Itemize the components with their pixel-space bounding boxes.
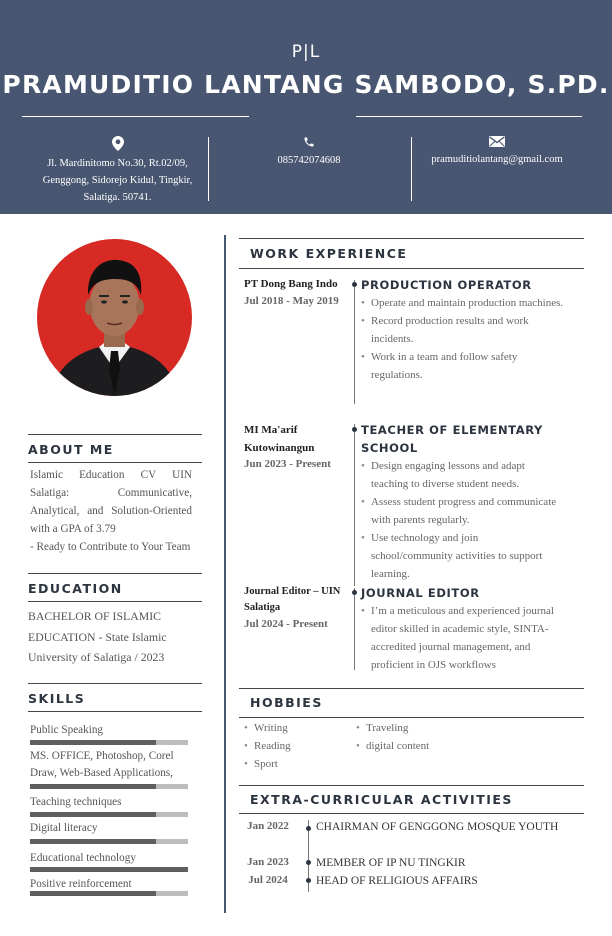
hobby-item: • Reading: [244, 737, 291, 755]
activity-date: Jan 2022: [247, 820, 289, 832]
monogram: P|L: [291, 42, 321, 62]
person-portrait-icon: [37, 239, 192, 396]
job-organization: MI Ma'arif Kutowinangun: [244, 424, 315, 454]
contact-phone: [222, 136, 396, 169]
phone-icon: [303, 136, 315, 148]
email-text: pramuditiolantang@gmail.com: [431, 154, 563, 165]
location-pin-icon: [112, 136, 124, 151]
section-rule: [28, 573, 202, 574]
skill-bar-fill: [30, 812, 156, 817]
job-bullet: • Design engaging lessons and adapt teaching to diverse student needs.: [361, 457, 559, 493]
skill-bar: [30, 891, 188, 896]
job-organization: Journal Editor – UIN Salatiga: [244, 586, 341, 613]
timeline-dot: [352, 427, 357, 432]
hobbies-list-right: [356, 719, 429, 755]
job-title: JOURNAL EDITOR: [361, 586, 480, 600]
skill-label: Educational technology: [30, 852, 136, 864]
job-bullet: • Use technology and join school/community activities to support learning.: [361, 529, 559, 583]
section-rule: [28, 462, 202, 463]
skill-label: Teaching techniques: [30, 796, 122, 808]
timeline-line: [354, 588, 355, 670]
about-paragraph-2: - Ready to Contribute to Your Team: [30, 541, 191, 553]
skill-bar: [30, 784, 188, 789]
education-text: BACHELOR OF ISLAMIC EDUCATION - State Islamic University of Salatiga / 2023: [28, 609, 167, 664]
hobby-item: • Traveling: [356, 719, 429, 737]
about-text: [30, 466, 192, 556]
resume-header: [0, 0, 612, 214]
skill-label: Digital literacy: [30, 822, 98, 834]
section-rule: [239, 268, 584, 269]
activity-text: CHAIRMAN OF GENGGONG MOSQUE YOUTH: [316, 821, 559, 833]
section-rule: [239, 785, 584, 786]
skill-bar-fill: [30, 867, 188, 872]
timeline-dot: [306, 860, 311, 865]
hobbies-title: HOBBIES: [250, 695, 323, 710]
activity-text: HEAD OF RELIGIOUS AFFAIRS: [316, 875, 478, 887]
profile-photo: [37, 239, 192, 396]
section-rule: [239, 238, 584, 239]
skill-bar: [30, 740, 188, 745]
skill-bar-fill: [30, 891, 156, 896]
section-rule: [239, 813, 584, 814]
work-title: WORK EXPERIENCE: [250, 246, 408, 261]
skill-bar: [30, 839, 188, 844]
header-divider-left: [22, 116, 249, 117]
skill-label: MS. OFFICE, Photoshop, Corel Draw, Web-Based Applications,: [30, 750, 174, 779]
timeline-dot: [352, 590, 357, 595]
timeline-dot: [306, 826, 311, 831]
job-bullets: [361, 294, 566, 384]
job-date: Jul 2024 - Present: [244, 618, 328, 630]
hobby-item: • digital content: [356, 737, 429, 755]
full-name: PRAMUDITIO LANTANG SAMBODO, S.PD.: [2, 70, 610, 99]
contact-separator: [208, 137, 209, 201]
job-bullet: • Work in a team and follow safety regulations.: [361, 348, 566, 384]
skill-bar-fill: [30, 740, 156, 745]
section-rule: [239, 688, 584, 689]
phone-text: 085742074608: [277, 155, 341, 166]
section-rule: [28, 711, 202, 712]
job-bullet: • Operate and maintain production machines.: [361, 294, 566, 312]
job-date: Jun 2023 - Present: [244, 458, 331, 470]
email-icon: [489, 136, 505, 147]
job-bullet: • Record production results and work incidents.: [361, 312, 566, 348]
activity-date: Jul 2024: [248, 874, 288, 886]
about-paragraph: Islamic Education CV UIN Salatiga: Communicative, Analytical, and Solution-Oriented with a GPA of 3.79: [30, 469, 192, 535]
skill-bar-fill: [30, 784, 156, 789]
contact-address: [30, 136, 205, 206]
timeline-dot: [352, 282, 357, 287]
header-divider-right: [356, 116, 582, 117]
job-title: TEACHER OF ELEMENTARY SCHOOL: [361, 423, 543, 455]
section-rule: [28, 601, 202, 602]
section-rule: [28, 434, 202, 435]
skill-bar: [30, 812, 188, 817]
job-bullet: • Assess student progress and communicate with parents regularly.: [361, 493, 559, 529]
skill-label: Positive reinforcement: [30, 878, 132, 890]
section-rule: [28, 683, 202, 684]
activity-text: MEMBER OF IP NU TINGKIR: [316, 857, 466, 869]
hobby-item: • Writing: [244, 719, 291, 737]
timeline-dot: [306, 878, 311, 883]
section-rule: [239, 717, 584, 718]
education-title: EDUCATION: [28, 581, 123, 596]
hobby-item: • Sport: [244, 755, 291, 773]
column-divider: [224, 235, 226, 913]
job-date: Jul 2018 - May 2019: [244, 295, 339, 307]
skills-title: SKILLS: [28, 691, 86, 706]
job-bullets: [361, 457, 559, 583]
job-bullet: • I’m a meticulous and experienced journal editor skilled in academic style, SINTA-accredited journal management, and proficient in OJS workflows: [361, 602, 569, 674]
skill-bar: [30, 867, 188, 872]
hobbies-list-left: [244, 719, 291, 773]
contact-separator: [411, 137, 412, 201]
job-organization: PT Dong Bang Indo: [244, 278, 338, 290]
about-title: ABOUT ME: [28, 442, 114, 457]
timeline-line: [354, 280, 355, 404]
skill-label: Public Speaking: [30, 724, 104, 736]
job-title: PRODUCTION OPERATOR: [361, 278, 532, 292]
activity-date: Jan 2023: [247, 856, 289, 868]
timeline-line: [354, 424, 355, 586]
contact-email: [414, 136, 580, 168]
job-bullets: [361, 602, 569, 674]
activities-title: EXTRA-CURRICULAR ACTIVITIES: [250, 792, 513, 807]
address-text: Jl. Mardinitomo No.30, Rt.02/09, Genggong, Sidorejo Kidul, Tingkir, Salatiga. 50741.: [42, 158, 193, 203]
skill-bar-fill: [30, 839, 156, 844]
